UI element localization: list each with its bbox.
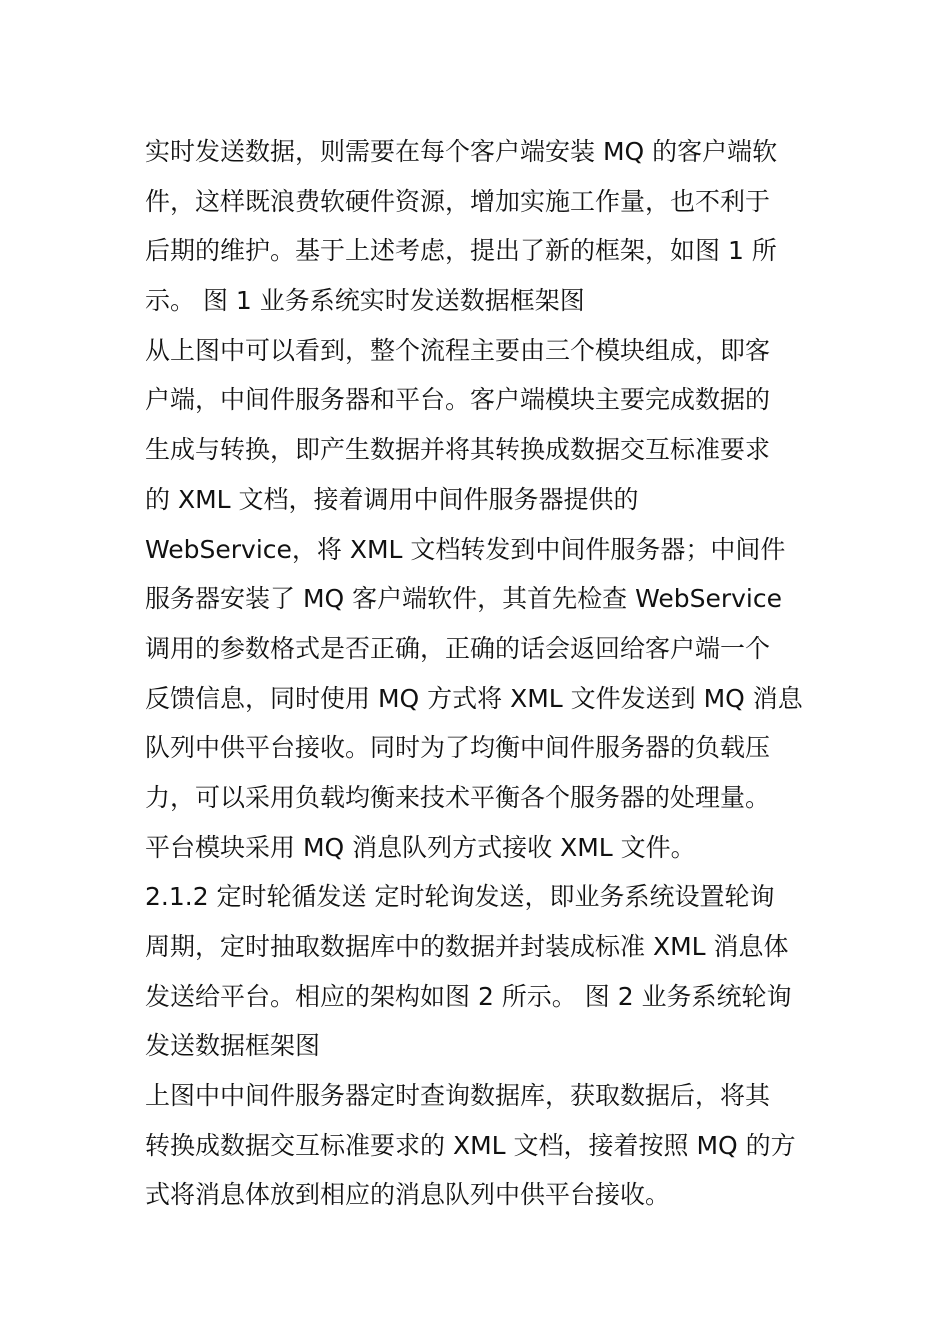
text-line: 后期的维护。基于上述考虑，提出了新的框架，如图 1 所 [145,236,777,266]
text-line: 2.1.2 定时轮循发送 定时轮询发送，即业务系统设置轮询 [145,882,775,912]
text-line: 示。 图 1 业务系统实时发送数据框架图 [145,286,585,316]
text-line: 户端，中间件服务器和平台。客户端模块主要完成数据的 [145,385,771,415]
text-line: 力，可以采用负载均衡来技术平衡各个服务器的处理量。 [145,782,771,812]
text-line: 反馈信息，同时使用 MQ 方式将 XML 文件发送到 MQ 消息 [145,683,803,713]
text-line: WebService，将 XML 文档转发到中间件服务器；中间件 [145,534,786,564]
text-line: 上图中中间件服务器定时查询数据库，获取数据后，将其 [145,1081,771,1111]
text-line: 服务器安装了 MQ 客户端软件，其首先检查 WebService [145,584,782,614]
text-line: 件，这样既浪费软硬件资源，增加实施工作量，也不利于 [145,186,771,216]
text-line: 式将消息体放到相应的消息队列中供平台接收。 [145,1180,671,1210]
text-line: 转换成数据交互标准要求的 XML 文档，接着按照 MQ 的方 [145,1130,796,1160]
text-line: 的 XML 文档，接着调用中间件服务器提供的 [145,484,639,514]
text-line: 生成与转换，即产生数据并将其转换成数据交互标准要求 [145,435,771,465]
text-line: 发送数据框架图 [145,1031,321,1061]
text-line: 调用的参数格式是否正确，正确的话会返回给客户端一个 [145,633,771,663]
text-line: 从上图中可以看到，整个流程主要由三个模块组成，即客 [145,335,771,365]
body-text [145,127,825,1220]
text-line: 周期，定时抽取数据库中的数据并封装成标准 XML 消息体 [145,932,789,961]
text-line: 平台模块采用 MQ 消息队列方式接收 XML 文件。 [145,832,696,862]
text-line: 实时发送数据，则需要在每个客户端安装 MQ 的客户端软 [145,137,778,166]
text-line: 队列中供平台接收。同时为了均衡中间件服务器的负载压 [145,733,771,763]
text-line: 发送给平台。相应的架构如图 2 所示。 图 2 业务系统轮询 [145,981,792,1011]
